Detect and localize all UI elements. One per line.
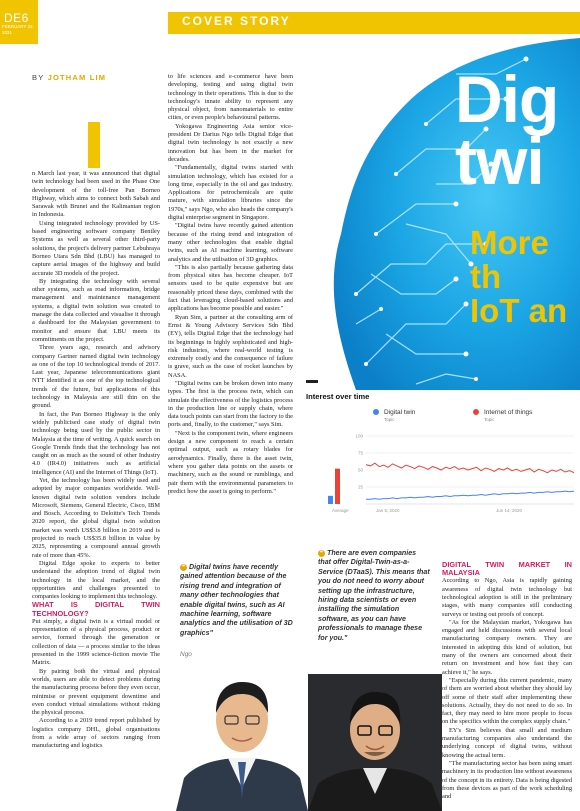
paragraph: "This is also partially because gathering data from physical sites has become cheaper. IoT sensors used to be quite expensive but are reasonably priced these days, combined with the fact that leveraging cloud-based solutions and applications has become possible and easier." — [168, 263, 293, 313]
pull-quote-attribution: Ngo — [180, 651, 192, 658]
paragraph: By pairing both the virtual and physical worlds, users are able to detect problems during the manufacturing process before they even occur, minimise or prevent equipment downtime and even conduct virtual simulations without risking the physical process. — [32, 667, 160, 717]
series-line — [366, 463, 574, 473]
paragraph: "Digital twins have recently gained attention because of the rising trend and integration of many other technologies that enable digital twins, such as AI machine learning, software analytics and the utilisation of 3D graphics. — [168, 222, 293, 263]
interest-chart — [318, 404, 580, 514]
chart-marks — [328, 463, 574, 504]
subhead: WHAT IS DIGITAL TWIN TECHNOLOGY? — [32, 600, 160, 618]
x-tick-label: Jan 5, 2020 — [376, 508, 400, 513]
paragraph: Ryan Sim, a partner at the consulting arm of Ernst & Young Advisory Services Sdn Bhd (EY), tells Digital Edge that the technology had its beginnings in highly sophisticated and high-risk industries, where real-world testing is extremely costly and the consequence of failure is grave, such as the case of rocket launches by NASA. — [168, 313, 293, 379]
chart-title: Interest over time — [306, 392, 370, 401]
paragraph: Digital Edge spoke to experts to better understand the adoption trend of digital twin technology in the local market, and the opportunities and challenges presented to companies looking to implement this technology. — [32, 559, 160, 601]
y-tick-label: 75 — [357, 450, 363, 456]
paragraph: n March last year, it was announced that digital twin technology had been used in the Phase One development of the toll-free Pan Borneo Highway, which aims to connect both Sabah and Sarawak with Brunei and the Kalimantan region in Indonesia. — [32, 170, 160, 219]
paragraph: EY's Sim believes that small and medium manufacturing companies also understand the underlying concept of digital twins, without knowing the actual term. — [442, 726, 572, 759]
photo-darius-ngo — [176, 658, 308, 811]
average-bar — [328, 496, 333, 504]
byline — [32, 73, 106, 82]
section-title: COVER STORY — [182, 14, 291, 28]
byline-author: JOTHAM LIM — [47, 73, 107, 82]
paragraph: Three years ago, research and advisory company Gartner named digital twin technology as one of the top 10 technological trends of 2017. Last year, Japanese telecommunications giant NTT identified it as one of the top technological trends of the future, but applications of this technology in Malaysia are still thin on the ground. — [32, 344, 160, 410]
subhead: DIGITAL TWIN MARKET IN MALAYSIA — [442, 560, 572, 578]
legend-sublabel-iot: Topic — [484, 417, 495, 422]
paragraph: In fact, the Pan Borneo Highway is the only widely publicised case study of digital twin technology being used by the public sector in Malaysia at the time of writing. A quick search on Google Trends finds that the technology has not caught on as much as the sound of other Industry 4.0 (IR4.0) initiatives such as artificial intelligence (AI) and the Internet of Things (IoT). — [32, 410, 160, 476]
chart-heading-bar — [306, 380, 318, 383]
legend-sublabel-digital-twin: Topic — [384, 417, 395, 422]
page-date: FEBRUARY 22, 2021 — [2, 24, 34, 35]
pull-quote-sim — [318, 549, 430, 643]
y-tick-label: 100 — [355, 433, 363, 439]
y-tick-label: 50 — [357, 467, 363, 473]
paragraph: "Fundamentally, digital twins started with simulation technology, which has existed for a long time, especially in the oil and gas industry. Applications for petrochemicals are quite mature, with simulation libraries since the 1970s," says Ngo, who also heads the company's digital enterprise segment in Singapore. — [168, 164, 293, 222]
hero-subtitle — [470, 226, 580, 328]
paragraph: "Next is the component twin, where engineers design a new component to reach a certain optimal output, such as rotary blades for aerodynamics. Finally, there is the asset twin, where you gather data points on the assets or machinery, such as the sound or rumblings, and pair them with the environmental parameters to predict how the asset is going to perform." — [168, 429, 293, 495]
chart-grid — [332, 434, 574, 514]
x-tick-label: Jun 14, 2020 — [496, 508, 523, 513]
hero-subtitle-line1: More th — [470, 224, 549, 295]
page-number: DE6 — [4, 11, 29, 25]
photo-ryan-sim — [308, 674, 442, 811]
paragraph: "As for the Malaysian market, Yokogawa has engaged and held discussions with several local manufacturing company owners. They are interested in adopting this kind of solution, but many of the owners are concerned about their return on investment and how fast they can achieve it," he says. — [442, 618, 572, 676]
hero-title-line2: twi — [455, 124, 544, 198]
paragraph: Yet, the technology has been widely used and adopted by major companies worldwide. Well-known digital twin solution vendors include Microsoft, Siemens, General Electric, Cisco, IBM and Bosch. According to Deloitte's Tech Trends 2020 report, the global digital twin solution market was worth US$3.8 billion in 2019 and is projected to reach US$35.8 billion in value by 2025, representing a compound annual growth rate of more than 45%. — [32, 476, 160, 559]
series-line — [366, 491, 574, 499]
hero-title-line1: Dig — [455, 62, 559, 136]
paragraph: "Especially during this current pandemic, many of them are worried about whether they should lay off some of their staff after implementing these solutions. Actually, they do not need to do so. In fact, they may need to hire more people to focus on the specifics within the complex supply chain." — [442, 676, 572, 726]
portrait-ngo — [176, 658, 308, 811]
x-tick-label: Average — [332, 508, 349, 513]
paragraph: According to Ngo, Asia is rapidly gaining awareness of digital twin technology but technological adoption is still in the preliminary stages, with many companies still conducting surveys or testing out proofs of concept. — [442, 577, 572, 618]
quote-icon: ❝ — [318, 550, 325, 557]
legend-label-iot: Internet of things — [484, 409, 533, 416]
legend-dot-digital-twin — [373, 409, 379, 415]
column-2 — [168, 73, 293, 496]
drop-cap — [88, 122, 100, 168]
pull-quote-ngo — [180, 563, 298, 638]
paragraph: By integrating the technology with several other systems, such as road information, bridge management and maintenance management systems, a digital twin solution was created to manage the data collected and visualise it through a dashboard for the Malaysian government to monitor and ensure that LBU meets its commitments on the project. — [32, 277, 160, 343]
hero-subtitle-line2: IoT an — [470, 292, 568, 329]
legend-dot-iot — [473, 409, 479, 415]
column-3 — [442, 561, 572, 801]
paragraph: "Digital twins can be broken down into many types. The first is the process twin, which can simulate the effectiveness of the logistics process in the production line or supply chain, where data touch points can start from the factory to the ports and, finally, to the customer," says Sim. — [168, 379, 293, 429]
paragraph: "The manufacturing sector has been using smart machinery in its production line without awareness of the concept in its entirety. Data is being digested from these devices as part of the work scheduling and — [442, 759, 572, 801]
paragraph: Put simply, a digital twin is a virtual model or representation of a physical process, product or service, formed through the generation or collection of data — a process similar to the ideas presented in the 1999 science-fiction movie The Matrix. — [32, 617, 160, 667]
paragraph: to life sciences and e-commerce have been developing, testing and using digital twin technology in their operations. This is due to the technology's innate ability to represent any physical object, from nanomaterials to entire cities, or even people's behavioural patterns. — [168, 73, 293, 122]
interest-chart-svg — [318, 404, 580, 514]
portrait-sim — [308, 674, 442, 811]
pull-quote-text: Digital twins have recently gained attention because of the rising trend and integration of many other technologies that enable digital twins, such as AI machine learning, software analytics and the utilisation of 3D graphics" — [180, 563, 293, 637]
y-tick-label: 25 — [357, 484, 363, 490]
byline-prefix: BY — [32, 73, 45, 82]
paragraph: Yokogawa Engineering Asia senior vice-president Dr Darius Ngo tells Digital Edge that digital twin technology is not exactly a new innovation but has been in the market for decades. — [168, 122, 293, 163]
paragraph: Using integrated technology provided by US-based engineering software company Bentley Systems as well as several other third-party solutions, the project's delivery partner Lebuhraya Borneo Utara Sdn Bhd (LBU) has managed to capture aerial images of the highway and build accurate 3D models of the project. — [32, 219, 160, 277]
column-1 — [32, 170, 160, 751]
quote-icon: ❝ — [180, 564, 187, 571]
average-bar — [335, 469, 340, 504]
paragraph: According to a 2019 trend report published by logistics company DHL, global organisations from a wide array of sectors ranging from manufacturing and logistics — [32, 717, 160, 750]
hero-title — [455, 62, 559, 198]
legend-label-digital-twin: Digital twin — [384, 409, 416, 416]
pull-quote-text: There are even companies that offer Digital-Twin-as-a-Service (DTaaS). This means that you do not need to worry about setting up the infrastructure, hiring data scientists or even installing the simulation software, as you can have professionals to manage these for you." — [318, 549, 430, 642]
